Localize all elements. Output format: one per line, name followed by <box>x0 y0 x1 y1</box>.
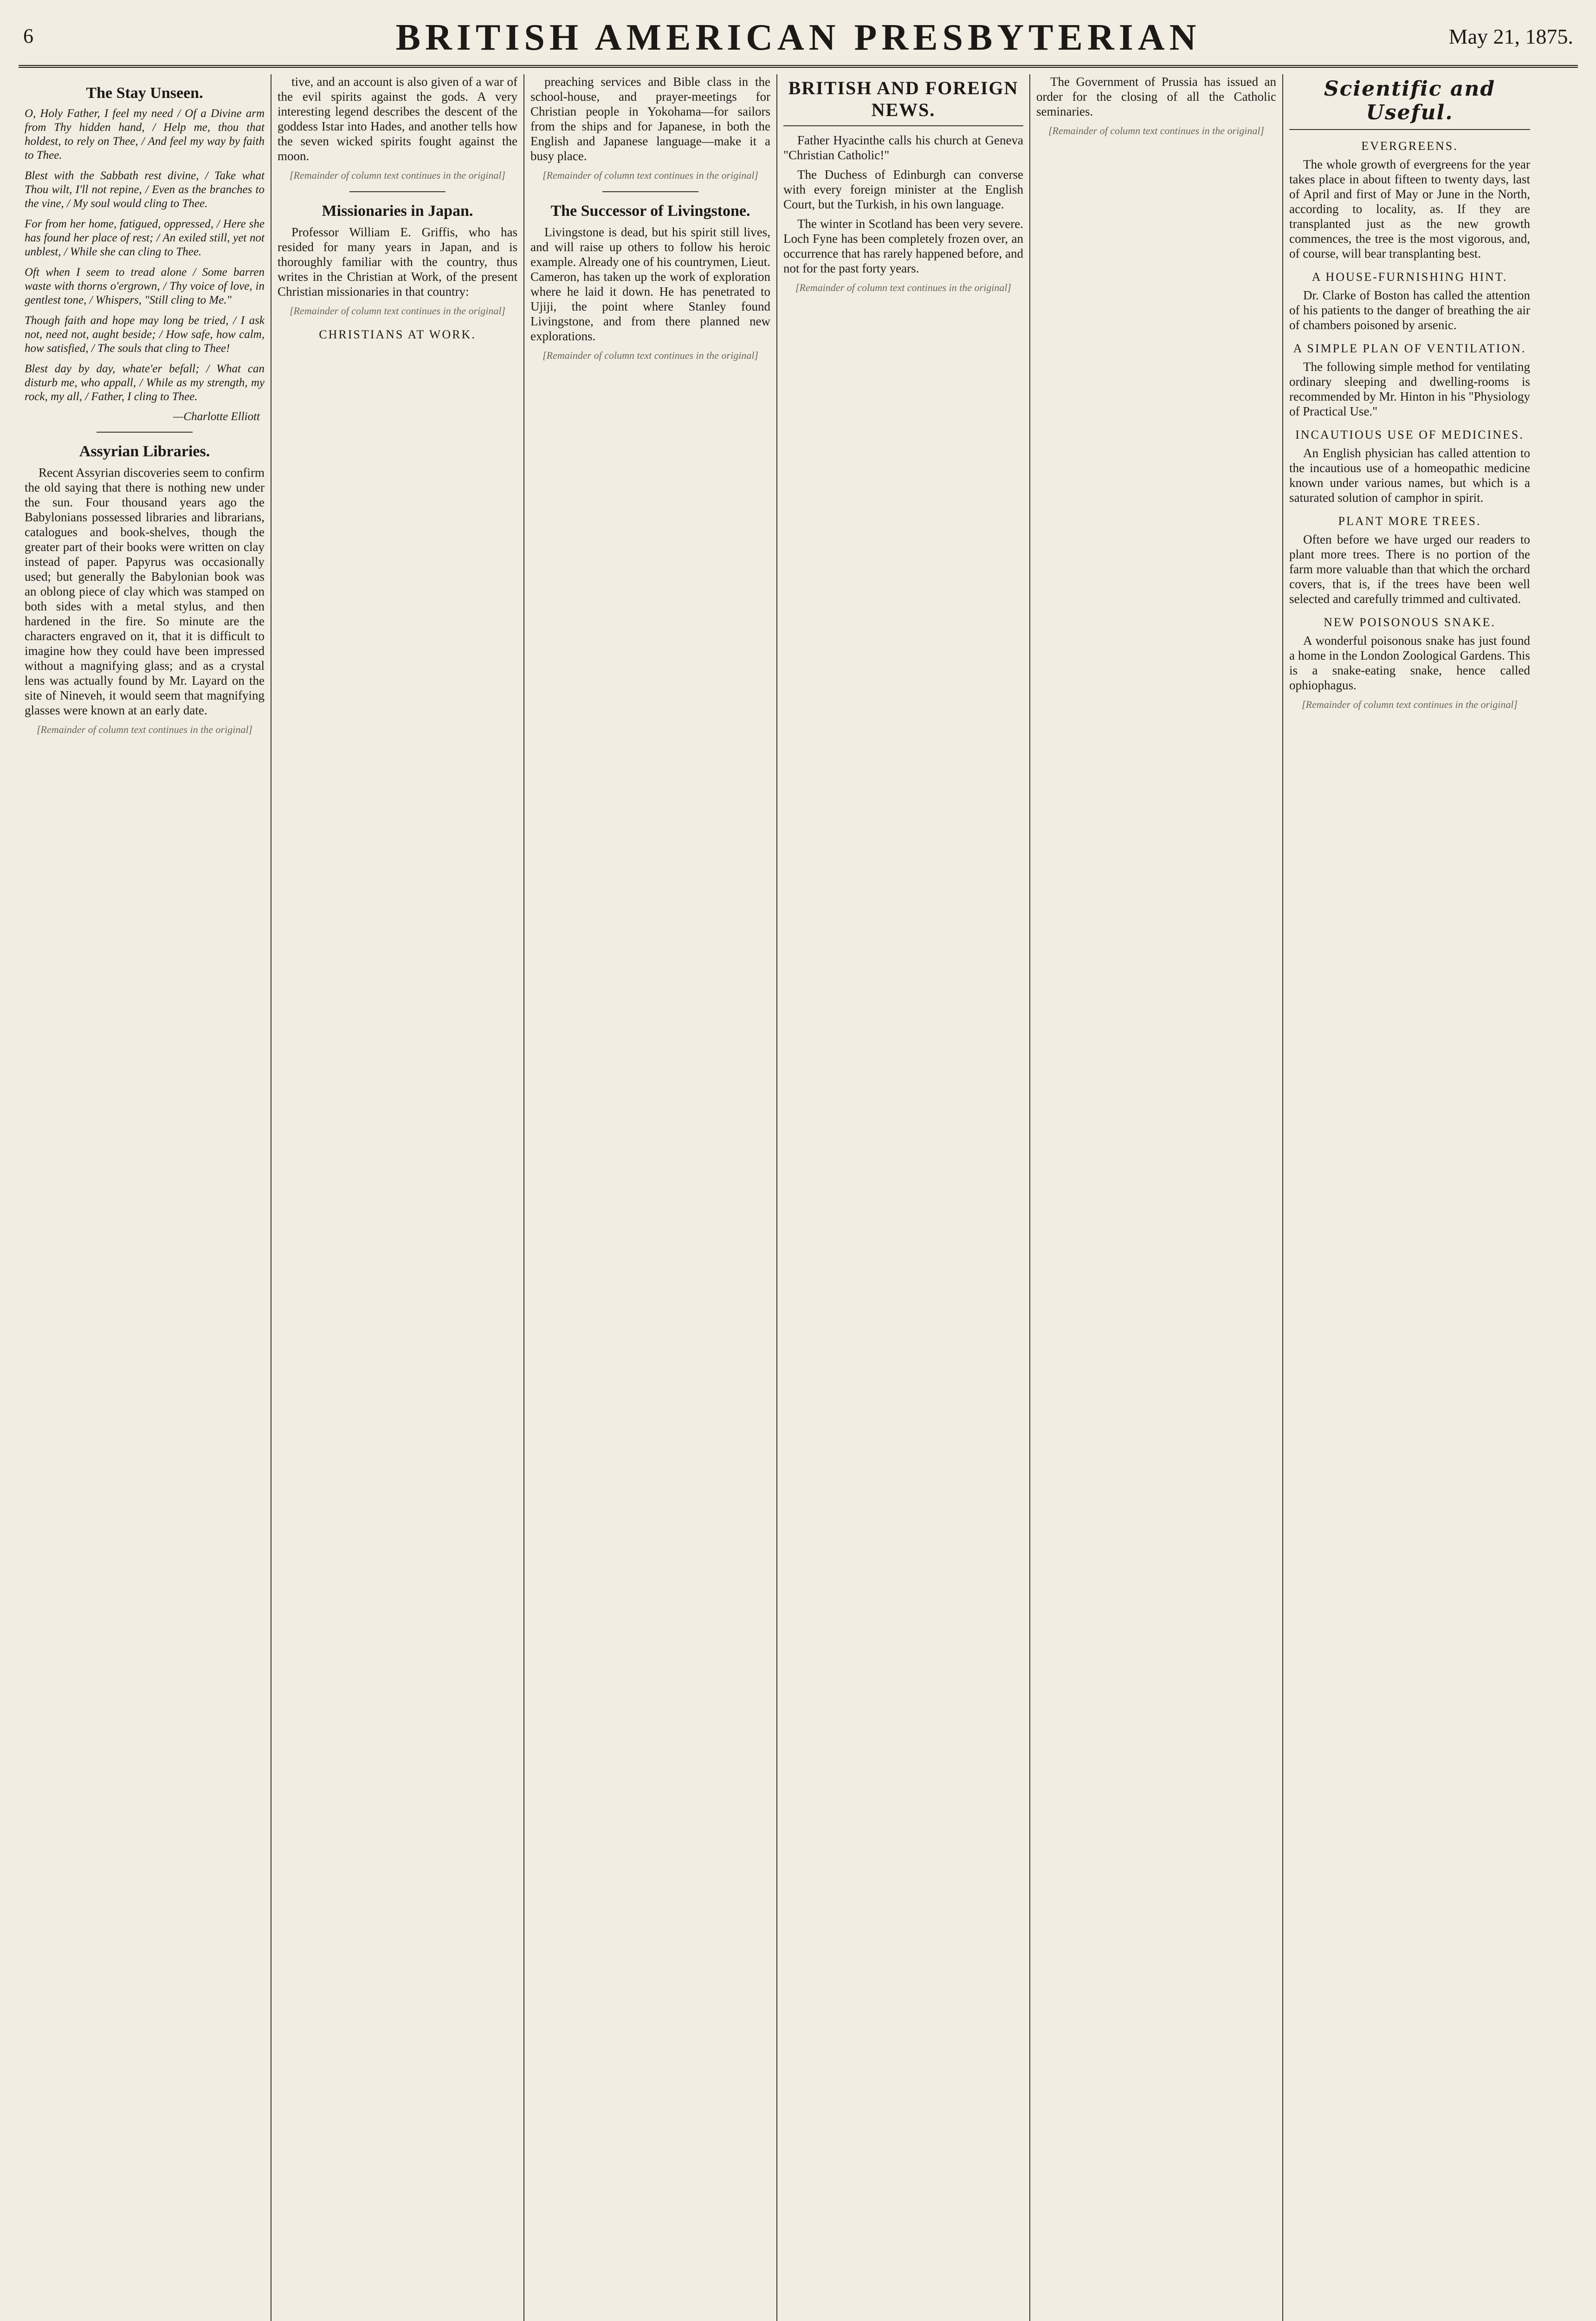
column-container <box>19 74 1578 2321</box>
page-number: 6 <box>23 25 33 47</box>
article-paragraph: The whole growth of evergreens for the year takes place in about fifteen to twenty days, last of April and first of May or June in the North, according to locality, as. If they are transplanted just as the new growth commences, the tree is the most vigorous, and, of course, will bear transplanting best. <box>1289 157 1530 260</box>
article-paragraph: tive, and an account is also given of a war of the evil spirits against the gods. A very interesting legend describes the descent of the goddess Istar into Hades, and another tells how the seven wicked spirits fought against the moon. <box>278 75 517 163</box>
truncation-note: [Remainder of column text continues in the original] <box>543 169 758 181</box>
poem-title: The Stay Unseen. <box>86 84 203 102</box>
subsection-title: A SIMPLE PLAN OF VENTILATION. <box>1293 342 1526 355</box>
column-3 <box>524 74 777 2321</box>
article-paragraph: The following simple method for ventilating ordinary sleeping and dwelling-rooms is recommended by Mr. Hinton in his "Physiology of Practical Use." <box>1289 360 1530 418</box>
article-paragraph: An English physician has called attention to the incautious use of a homeopathic medicine known under various names, but which is a saturated solution of camphor in spirit. <box>1289 446 1530 505</box>
news-item: The winter in Scotland has been very severe. Loch Fyne has been completely frozen over, an occurrence that has rarely happened before, and not for the past forty years. <box>783 217 1023 275</box>
subsection-title: EVERGREENS. <box>1361 139 1458 153</box>
divider <box>602 191 698 192</box>
subsection-title: NEW POISONOUS SNAKE. <box>1324 616 1496 629</box>
article-paragraph: preaching services and Bible class in the school-house, and prayer-meetings for Christian people in Yokohama—for sailors from the ships and for Japanese, in both the English and Japanese language—make it a busy place. <box>530 75 770 163</box>
article-paragraph: Dr. Clarke of Boston has called the attention of his patients to the danger of breathing the air of chambers poisoned by arsenic. <box>1289 288 1530 332</box>
truncation-note: [Remainder of column text continues in the original] <box>1048 125 1264 136</box>
poem-stanza: Though faith and hope may long be tried, / I ask not, need not, aught beside; / How safe, how calm, how satisfied, / The souls that cling to Thee! <box>25 314 265 355</box>
poem-stanza: Blest day by day, whate'er befall; / What can disturb me, who appall, / While as my strength, my rock, my all, / Father, I cling to Thee. <box>25 363 265 403</box>
article-paragraph: Often before we have urged our readers to plant more trees. There is no portion of the farm more valuable than that which the orchard covers, that is, if the trees have been well selected and carefully trimmed and cultivated. <box>1289 532 1530 606</box>
column-1 <box>19 74 271 2321</box>
column-4 <box>777 74 1030 2321</box>
subsection-title: CHRISTIANS AT WORK. <box>319 328 476 341</box>
article-paragraph: Recent Assyrian discoveries seem to confirm the old saying that there is nothing new under the sun. Four thousand years ago the Babylonians possessed libraries and librarians, catalogues and book-shelves, though the greater part of their books were written on clay instead of paper. Papyrus was occasionally used; but generally the Babylonian book was an oblong piece of clay which was stamped on both sides with a metal stylus, and then hardened in the fire. So minute are the characters engraved on it, that it is difficult to imagine how they could have been impressed without a magnifying glass; and as a crystal lens was actually found by Mr. Layard on the site of Nineveh, it would seem that magnifying glasses were known at an early date. <box>25 466 265 717</box>
poem-stanza: O, Holy Father, I feel my need / Of a Divine arm from Thy hidden hand, / Help me, thou that holdest, to rely on Thee, / And feel my way by faith to Thee. <box>25 107 265 162</box>
news-item: Father Hyacinthe calls his church at Geneva "Christian Catholic!" <box>783 133 1023 162</box>
subsection-title: INCAUTIOUS USE OF MEDICINES. <box>1295 428 1524 441</box>
poem-stanza: For from her home, fatigued, oppressed, / Here she has found her place of rest; / An exiled still, yet not unblest, / While she can cling to Thee. <box>25 218 265 258</box>
poem-stanza: Oft when I seem to tread alone / Some barren waste with thorns o'ergrown, / Thy voice of love, in gentlest tone, / Whispers, "Still cling to Me." <box>25 266 265 306</box>
truncation-note: [Remainder of column text continues in the original] <box>290 169 505 181</box>
issue-date: May 21, 1875. <box>1448 25 1573 48</box>
truncation-note: [Remainder of column text continues in the original] <box>543 350 758 361</box>
news-item: The Government of Prussia has issued an order for the closing of all the Catholic seminaries. <box>1036 75 1276 118</box>
paper-title: BRITISH AMERICAN PRESBYTERIAN <box>395 17 1201 58</box>
divider <box>349 191 446 192</box>
subsection-title: PLANT MORE TREES. <box>1338 514 1481 528</box>
article-title: Assyrian Libraries. <box>79 443 210 460</box>
truncation-note: [Remainder of column text continues in the original] <box>37 724 252 735</box>
column-5 <box>1030 74 1283 2321</box>
article-paragraph: Livingstone is dead, but his spirit still lives, and will raise up others to follow his heroic example. Already one of his countrymen, Lieut. Cameron, has taken up the work of exploration where he laid it down. He has penetrated to Ujiji, the point where Stanley found Livingstone, and from there planned new explorations. <box>530 225 770 343</box>
masthead <box>19 14 1578 68</box>
poem-body <box>25 107 265 404</box>
article-paragraph: Professor William E. Griffis, who has resided for many years in Japan, and is thoroughly familiar with the country, thus writes in the Christian at Work, of the present Christian missionaries in that country: <box>278 225 517 298</box>
truncation-note: [Remainder of column text continues in the original] <box>290 305 505 317</box>
article-title: The Successor of Livingstone. <box>550 202 750 220</box>
poem-signature: —Charlotte Elliott <box>173 410 260 423</box>
column-2 <box>271 74 524 2321</box>
news-item: The Duchess of Edinburgh can converse with every foreign minister at the English Court, but the Turkish, in his own language. <box>783 168 1023 211</box>
newspaper-page <box>19 14 1578 2321</box>
article-title: Missionaries in Japan. <box>322 202 473 220</box>
article-paragraph: A wonderful poisonous snake has just found a home in the London Zoological Gardens. This is a snake-eating snake, hence called ophiophagus. <box>1289 634 1530 692</box>
truncation-note: [Remainder of column text continues in the original] <box>795 282 1011 293</box>
column-6 <box>1283 74 1536 2321</box>
poem-stanza: Blest with the Sabbath rest divine, / Take what Thou wilt, I'll not repine, / Even as the branches to the vine, / My soul would cling to Thee. <box>25 169 265 210</box>
divider <box>97 432 193 433</box>
section-title: Scientific and Useful. <box>1289 74 1530 130</box>
section-title: BRITISH AND FOREIGN NEWS. <box>783 74 1023 126</box>
subsection-title: A HOUSE-FURNISHING HINT. <box>1312 270 1508 284</box>
truncation-note: [Remainder of column text continues in the original] <box>1302 699 1518 710</box>
